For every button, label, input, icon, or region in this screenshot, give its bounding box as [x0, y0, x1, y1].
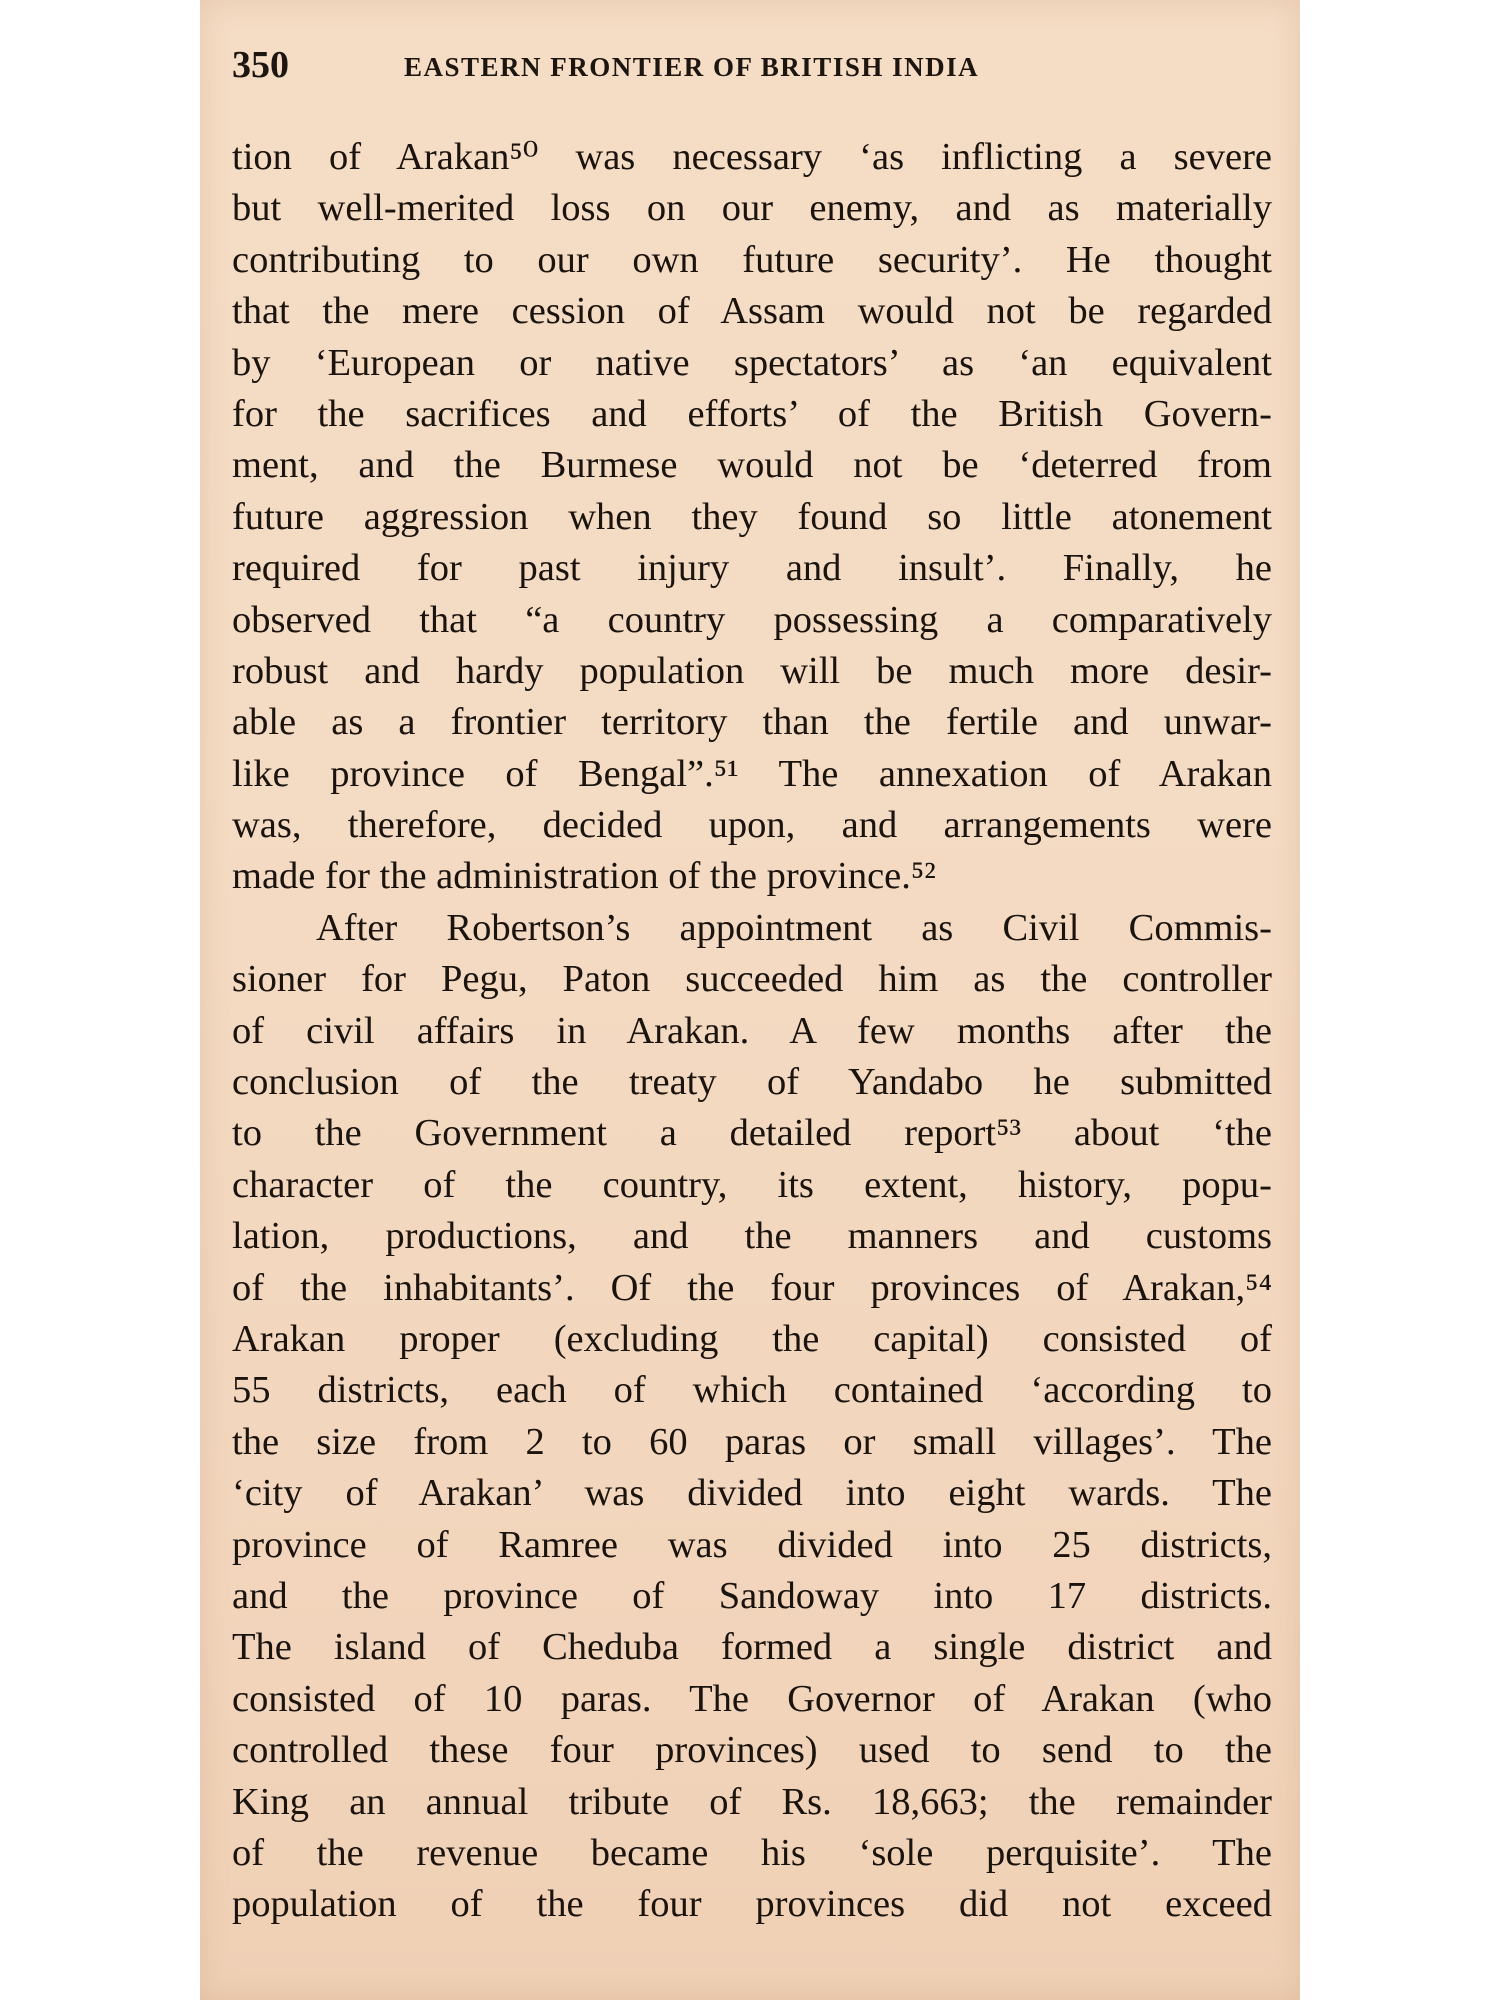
text-line: The island of Cheduba formed a single district and: [232, 1626, 1272, 1669]
text-line: of the inhabitants’. Of the four provinces of Arakan,⁵⁴: [232, 1266, 1272, 1309]
text-line: lation, productions, and the manners and customs: [232, 1215, 1272, 1258]
text-line: conclusion of the treaty of Yandabo he submitted: [232, 1061, 1272, 1104]
text-line: of the revenue became his ‘sole perquisite’. The: [232, 1831, 1272, 1874]
text-line: and the province of Sandoway into 17 districts.: [232, 1574, 1272, 1617]
page-number: 350: [232, 44, 289, 86]
page-header: [232, 40, 1272, 90]
text-line: controlled these four provinces) used to send to the: [232, 1729, 1272, 1772]
text-line: sioner for Pegu, Paton succeeded him as the controller: [232, 958, 1272, 1001]
text-line: like province of Bengal”.⁵¹ The annexation of Arakan: [232, 752, 1272, 795]
text-line: able as a frontier territory than the fertile and unwar-: [232, 701, 1272, 744]
book-page: [200, 0, 1300, 2000]
text-line: the size from 2 to 60 paras or small villages’. The: [232, 1420, 1272, 1463]
text-line: to the Government a detailed report⁵³ about ‘the: [232, 1112, 1272, 1155]
text-line: required for past injury and insult’. Finally, he: [232, 547, 1272, 590]
text-line: consisted of 10 paras. The Governor of Arakan (who: [232, 1677, 1272, 1720]
text-line: but well-merited loss on our enemy, and as materially: [232, 187, 1272, 230]
text-line: robust and hardy population will be much more desir-: [232, 649, 1272, 692]
text-line: of civil affairs in Arakan. A few months after the: [232, 1009, 1272, 1052]
running-head: EASTERN FRONTIER OF BRITISH INDIA: [404, 52, 980, 82]
text-line: tion of Arakan⁵⁰ was necessary ‘as inflicting a severe: [232, 136, 1272, 178]
text-line: King an annual tribute of Rs. 18,663; the remainder: [232, 1780, 1272, 1823]
text-line: contributing to our own future security’. He thought: [232, 238, 1272, 281]
text-line: Arakan proper (excluding the capital) consisted of: [232, 1317, 1272, 1360]
text-line: population of the four provinces did not exceed: [232, 1883, 1272, 1926]
text-line: character of the country, its extent, history, popu-: [232, 1163, 1272, 1206]
paragraph-end-line: made for the administration of the province.⁵²: [232, 855, 936, 898]
text-line: ment, and the Burmese would not be ‘deterred from: [232, 444, 1272, 487]
text-line: was, therefore, decided upon, and arrangements were: [232, 804, 1272, 847]
text-line: for the sacrifices and efforts’ of the British Govern-: [232, 392, 1272, 435]
text-line: province of Ramree was divided into 25 districts,: [232, 1523, 1272, 1566]
text-line: ‘city of Arakan’ was divided into eight wards. The: [232, 1472, 1272, 1515]
text-line: observed that “a country possessing a comparatively: [232, 598, 1272, 641]
text-line: 55 districts, each of which contained ‘according to: [232, 1369, 1272, 1412]
body-text: [232, 132, 1272, 1931]
text-line: future aggression when they found so little atonement: [232, 495, 1272, 538]
text-line: that the mere cession of Assam would not be regarded: [232, 290, 1272, 333]
text-line: by ‘European or native spectators’ as ‘an equivalent: [232, 341, 1272, 384]
paragraph-start-line: After Robertson’s appointment as Civil Commis-: [316, 906, 1272, 949]
